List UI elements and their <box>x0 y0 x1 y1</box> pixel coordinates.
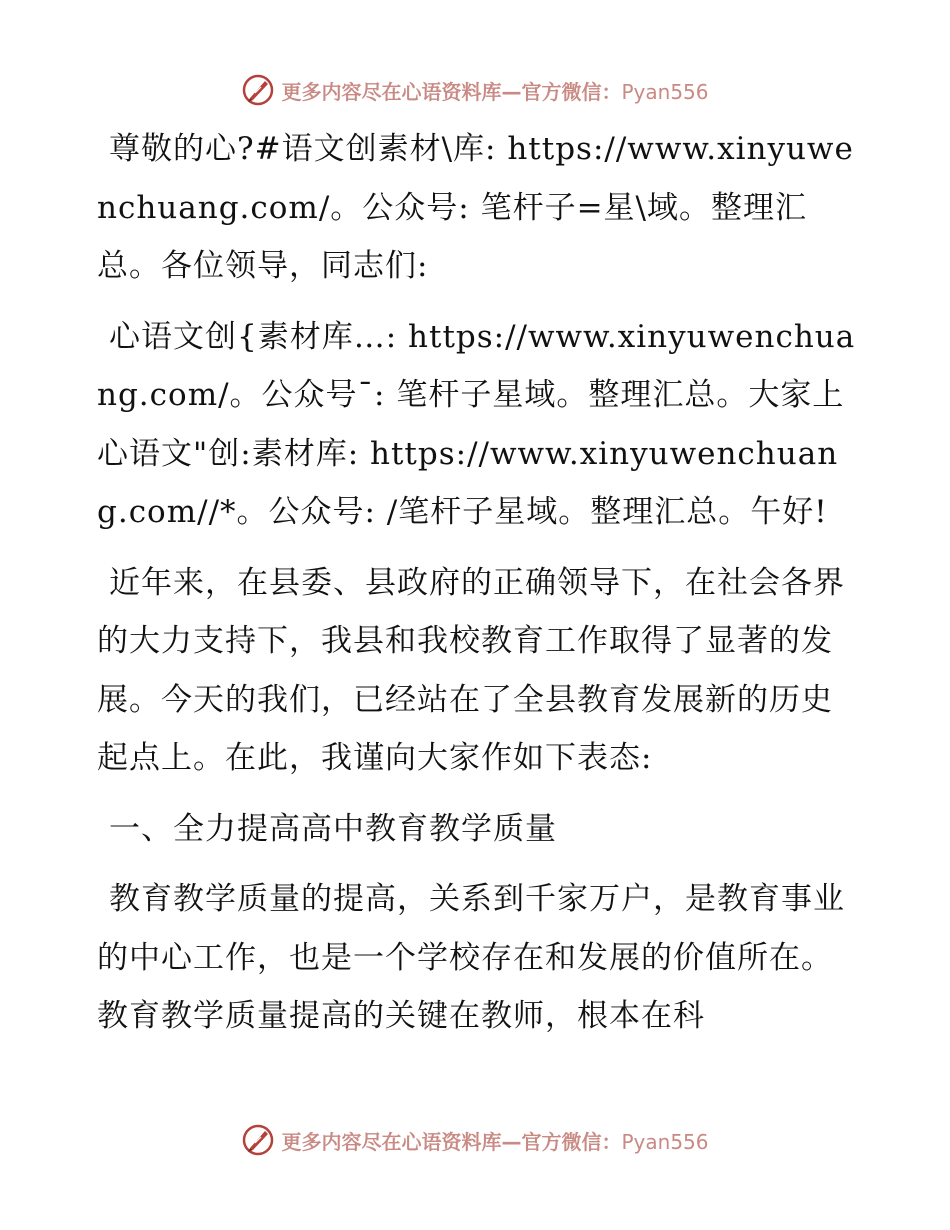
paragraph-greeting-1: 尊敬的心?#语文创素材\库: https://www.xinyuwenchuang.com/。公众号: 笔杆子=星\域。整理汇总。各位领导，同志们: <box>97 131 854 284</box>
section-heading-1: 一、全力提高高中教育教学质量 <box>109 810 557 847</box>
document-body <box>97 120 857 1058</box>
pen-feather-logo-icon <box>241 1123 275 1157</box>
watermark-text-cn: 更多内容尽在心语资料库—官方微信： <box>281 79 622 104</box>
watermark-text <box>281 76 708 105</box>
paragraph-greeting-2: 心语文创{素材库…: https://www.xinyuwenchuang.com/。公众号¯: 笔杆子星域。整理汇总。大家上心语文"创:素材库: https://www.xinyuwenchuang.com//*。公众号: /笔杆子星域。整理汇总。午好! <box>97 318 856 530</box>
watermark-text <box>281 1126 708 1155</box>
watermark-banner-top <box>0 70 950 110</box>
watermark-banner-bottom <box>0 1120 950 1160</box>
paragraph-intro: 近年来，在县委、县政府的正确领导下，在社会各界的大力支持下，我县和我校教育工作取得了显著的发展。今天的我们，已经站在了全县教育发展新的历史起点上。在此，我谨向大家作如下表态: <box>97 564 845 776</box>
paragraph-section-1: 教育教学质量的提高，关系到千家万户，是教育事业的中心工作，也是一个学校存在和发展的价值所在。教育教学质量提高的关键在教师，根本在科 <box>97 881 845 1034</box>
watermark-text-en: Pyan556 <box>621 79 709 104</box>
watermark-text-cn: 更多内容尽在心语资料库—官方微信： <box>281 1129 622 1154</box>
pen-feather-logo-icon <box>241 73 275 107</box>
watermark-text-en: Pyan556 <box>621 1129 709 1154</box>
